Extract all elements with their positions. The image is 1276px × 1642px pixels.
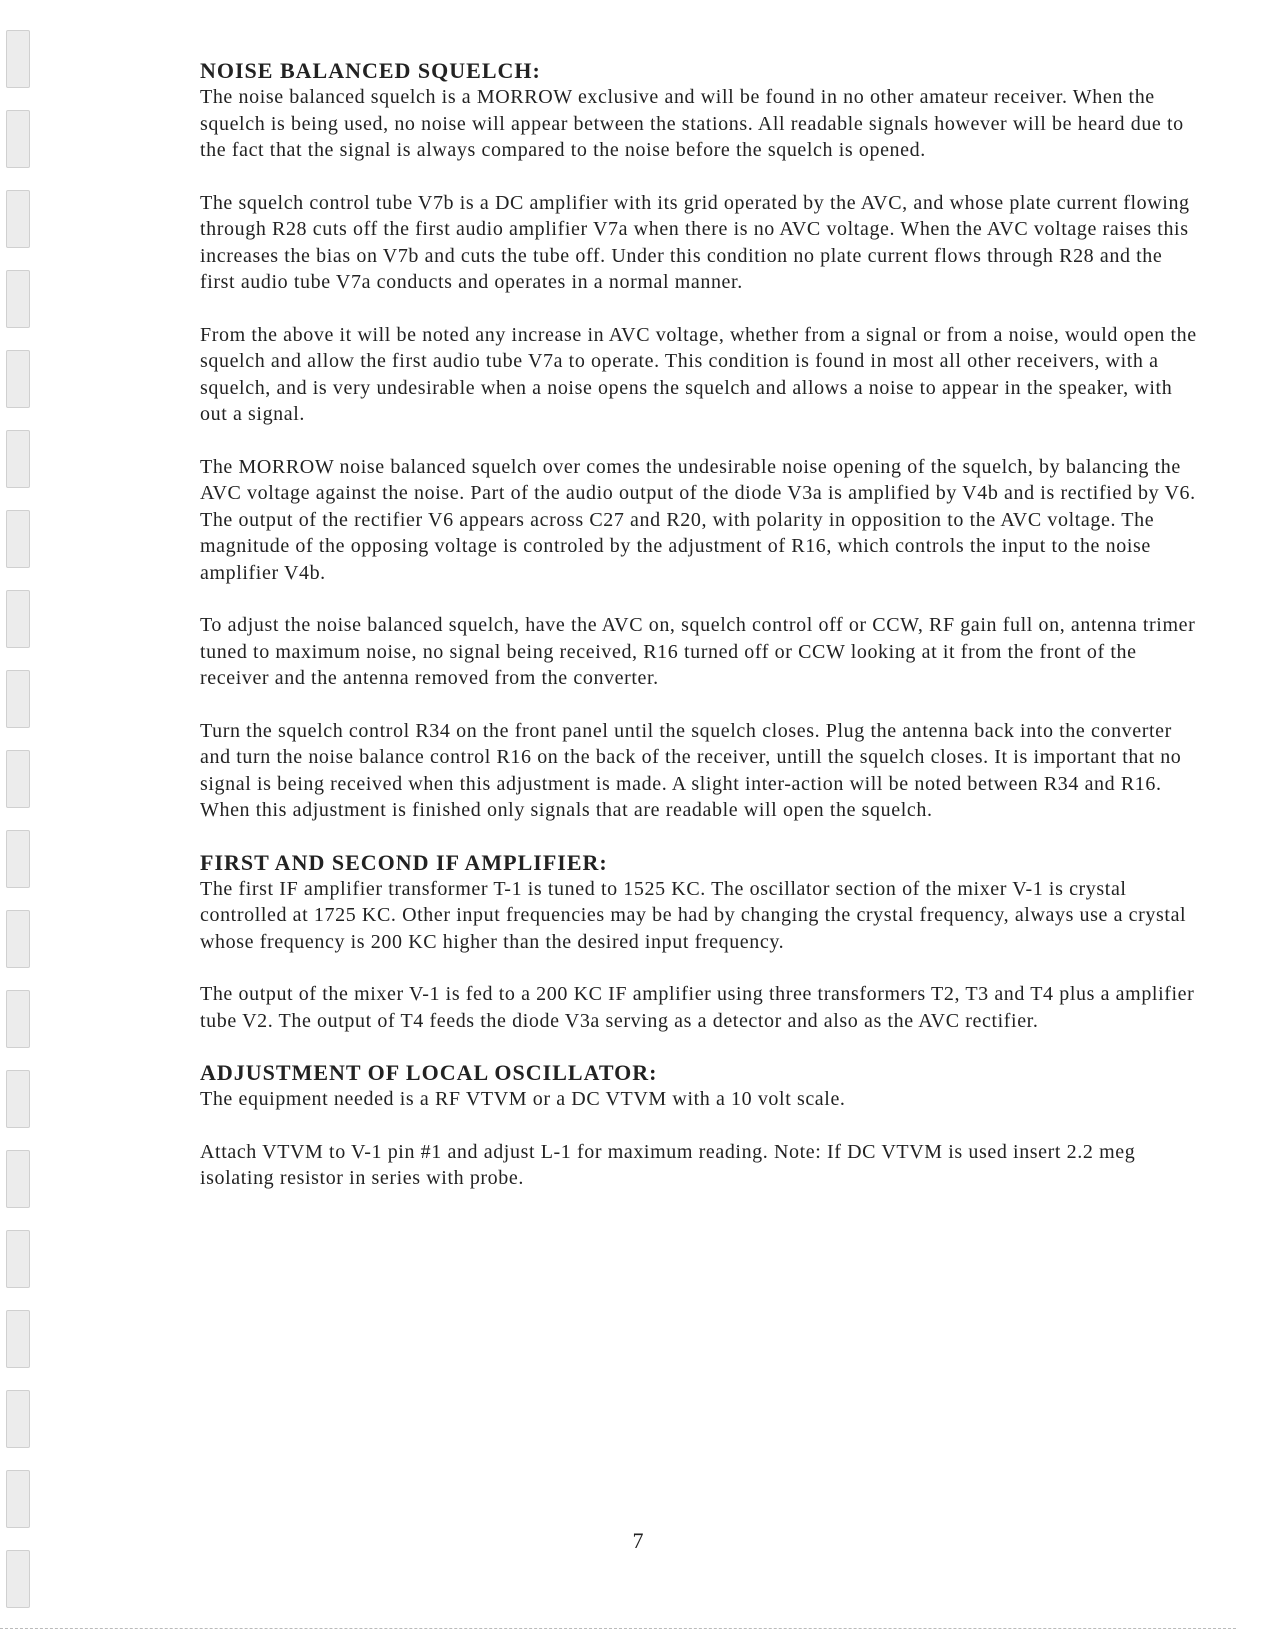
binder-hole	[6, 270, 30, 328]
paragraph: Attach VTVM to V-1 pin #1 and adjust L-1 for maximum reading. Note: If DC VTVM is used insert 2.2 meg isolating resistor in series with probe.	[200, 1140, 1136, 1189]
binder-hole	[6, 1310, 30, 1368]
section-heading: ADJUSTMENT OF LOCAL OSCILLATOR:	[200, 1060, 658, 1085]
binder-hole	[6, 1150, 30, 1208]
binder-hole	[6, 910, 30, 968]
paragraph: The equipment needed is a RF VTVM or a DC VTVM with a 10 volt scale.	[200, 1088, 846, 1110]
binder-hole	[6, 30, 30, 88]
binder-edge	[6, 0, 34, 1642]
paragraph: The MORROW noise balanced squelch over comes the undesirable noise opening of the squelch, by balancing the AVC voltage against the noise. Part of the audio output of the diode V3a is amplified by V4b and is rectified by V6. The output of the rectifier V6 appears across C27 and R20, with polarity in opposition to the AVC voltage. The magnitude of the opposing voltage is controled by the adjustment of R16, which controls the input to the noise amplifier V4b.	[200, 455, 1196, 584]
document-page	[200, 58, 1200, 1218]
binder-hole	[6, 1070, 30, 1128]
paragraph: From the above it will be noted any increase in AVC voltage, whether from a signal or from a noise, would open the squelch and allow the first audio tube V7a to operate. This condition is found in most all other receivers, with a squelch, and is very undesirable when a noise opens the squelch and allows a noise to appear in the speaker, with out a signal.	[200, 323, 1197, 425]
section-if-amplifier	[200, 850, 1200, 1035]
paragraph: The output of the mixer V-1 is fed to a 200 KC IF amplifier using three transformers T2, T3 and T4 plus a amplifier tube V2. The output of T4 feeds the diode V3a serving as a detector and also as the AVC rectifier.	[200, 983, 1195, 1032]
binder-hole	[6, 430, 30, 488]
bottom-edge-rule	[0, 1628, 1236, 1629]
binder-hole	[6, 510, 30, 568]
binder-hole	[6, 590, 30, 648]
paragraph: The noise balanced squelch is a MORROW exclusive and will be found in no other amateur receiver. When the squelch is being used, no noise will appear between the stations. All readable signals however will be heard due to the fact that the signal is always compared to the noise before the squelch is opened.	[200, 86, 1184, 161]
section-heading: NOISE BALANCED SQUELCH:	[200, 58, 541, 83]
binder-hole	[6, 110, 30, 168]
binder-hole	[6, 1550, 30, 1608]
binder-hole	[6, 830, 30, 888]
binder-hole	[6, 190, 30, 248]
paragraph: Turn the squelch control R34 on the front panel until the squelch closes. Plug the antenna back into the converter and turn the noise balance control R16 on the back of the receiver, untill the squelch closes. It is important that no signal is being received when this adjustment is made. A slight inter-action will be noted between R34 and R16. When this adjustment is finished only signals that are readable will open the squelch.	[200, 719, 1182, 821]
page-number: 7	[632, 1528, 644, 1553]
section-local-oscillator	[200, 1060, 1200, 1192]
paragraph: The first IF amplifier transformer T-1 is tuned to 1525 KC. The oscillator section of the mixer V-1 is crystal controlled at 1725 KC. Other input frequencies may be had by changing the crystal frequency, always use a crystal whose frequency is 200 KC higher than the desired input frequency.	[200, 877, 1187, 953]
binder-hole	[6, 1390, 30, 1448]
section-heading: FIRST AND SECOND IF AMPLIFIER:	[200, 849, 608, 875]
section-noise-balanced-squelch	[200, 58, 1200, 824]
binder-hole	[6, 670, 30, 728]
binder-hole	[6, 350, 30, 408]
paragraph: The squelch control tube V7b is a DC amplifier with its grid operated by the AVC, and whose plate current flowing through R28 cuts off the first audio amplifier V7a when there is no AVC voltage. When the AVC voltage raises this increases the bias on V7b and cuts the tube off. Under this condition no plate current flows through R28 and the first audio tube V7a conducts and operates in a normal manner.	[200, 191, 1190, 293]
binder-hole	[6, 1470, 30, 1528]
paragraph: To adjust the noise balanced squelch, have the AVC on, squelch control off or CCW, RF gain full on, antenna trimer tuned to maximum noise, no signal being received, R16 turned off or CCW looking at it from the front of the receiver and the antenna removed from the converter.	[200, 614, 1196, 689]
binder-hole	[6, 1230, 30, 1288]
binder-hole	[6, 750, 30, 808]
binder-hole	[6, 990, 30, 1048]
